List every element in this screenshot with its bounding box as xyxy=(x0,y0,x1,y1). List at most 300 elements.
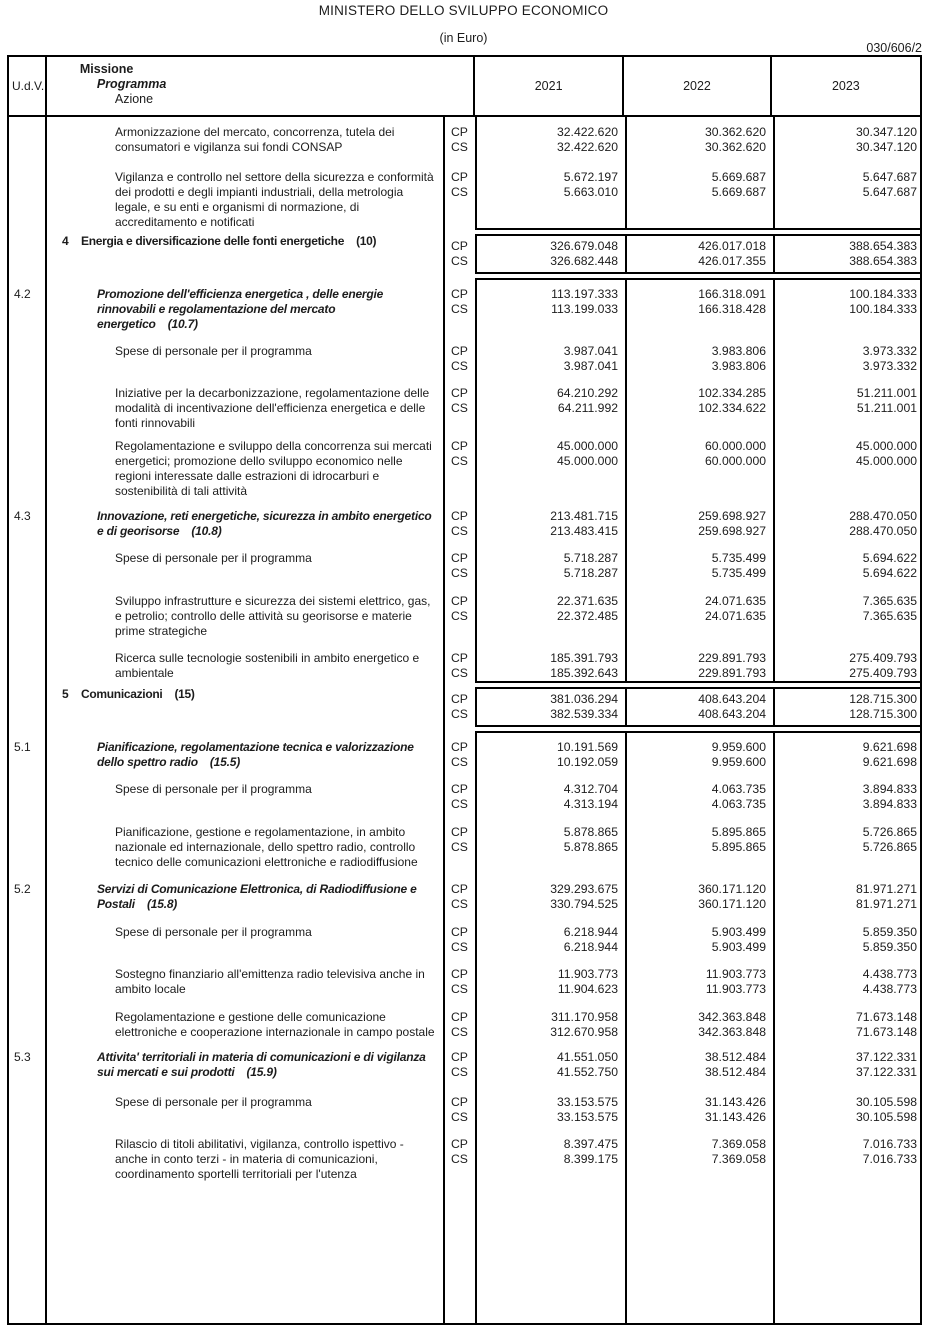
spacer-cell xyxy=(9,332,47,344)
cp-value-2021: 185.391.793 xyxy=(550,651,618,665)
cp-value-2021: 64.210.292 xyxy=(557,386,618,400)
cs-label: CS xyxy=(451,140,468,154)
value-2023-cell xyxy=(775,170,920,230)
description-cell xyxy=(47,1010,445,1040)
spacer-cell xyxy=(47,870,445,882)
cp-value-2023: 388.654.383 xyxy=(849,239,917,253)
cs-value-2023: 275.409.793 xyxy=(849,666,917,680)
udv-value: 4.3 xyxy=(14,509,31,523)
row-code: (10.7) xyxy=(167,317,198,331)
value-2023-cell xyxy=(775,386,920,431)
spacer-row xyxy=(9,1125,920,1137)
value-2023-cell xyxy=(775,1050,920,1080)
value-2022-cell xyxy=(627,740,775,770)
row-label: Regolamentazione e gestione delle comunicazione elettroniche e cooperazione internazionale in campo postale xyxy=(115,1010,435,1039)
spacer-cell xyxy=(9,870,47,882)
value-2023-cell xyxy=(775,740,920,770)
spacer-cell xyxy=(775,155,920,170)
cs-value-2023: 9.621.698 xyxy=(862,755,917,769)
document-code: 030/606/2 xyxy=(866,41,922,55)
value-2021-cell xyxy=(477,551,627,581)
cs-value-2023: 7.365.635 xyxy=(862,609,917,623)
description-cell xyxy=(47,386,445,431)
spacer-cell xyxy=(9,731,47,740)
spacer-cell xyxy=(47,431,445,439)
header-udv: U.d.V. xyxy=(9,57,47,115)
cp-value-2022: 38.512.484 xyxy=(705,1050,766,1064)
spacer-cell xyxy=(9,499,47,509)
table-row xyxy=(9,967,920,997)
cp-value-2023: 5.859.350 xyxy=(862,925,917,939)
value-2021-cell xyxy=(477,1137,627,1182)
cs-value-2022: 166.318.428 xyxy=(698,302,766,316)
cs-value-2023: 3.894.833 xyxy=(862,797,917,811)
cp-value-2022: 166.318.091 xyxy=(698,287,766,301)
spacer-cell xyxy=(775,374,920,386)
cs-value-2021: 4.313.194 xyxy=(563,797,618,811)
cp-cs-cell xyxy=(445,1010,477,1040)
description-cell xyxy=(47,967,445,997)
spacer-cell xyxy=(47,581,445,594)
cp-cs-cell xyxy=(445,1137,477,1182)
udv-cell xyxy=(9,594,47,639)
value-2022-cell xyxy=(627,125,775,155)
value-2022-cell xyxy=(627,967,775,997)
udv-cell xyxy=(9,825,47,870)
table-row xyxy=(9,551,920,581)
cs-value-2021: 22.372.485 xyxy=(557,609,618,623)
spacer-cell xyxy=(47,997,445,1010)
udv-value: 5.2 xyxy=(14,882,31,896)
spacer-cell xyxy=(9,770,47,782)
cp-cs-cell xyxy=(445,344,477,374)
spacer-row xyxy=(9,770,920,782)
cs-value-2022: 31.143.426 xyxy=(705,1110,766,1124)
cs-value-2021: 45.000.000 xyxy=(557,454,618,468)
spacer-cell xyxy=(775,332,920,344)
spacer-cell xyxy=(627,812,775,825)
cs-value-2022: 9.959.600 xyxy=(711,755,766,769)
cp-value-2023: 288.470.050 xyxy=(849,509,917,523)
cp-value-2023: 30.347.120 xyxy=(856,125,917,139)
cs-value-2021: 185.392.643 xyxy=(550,666,618,680)
row-code: (10.8) xyxy=(191,524,222,538)
spacer-row xyxy=(9,870,920,882)
spacer-cell xyxy=(47,770,445,782)
cp-cs-cell xyxy=(445,439,477,499)
cp-value-2021: 5.878.865 xyxy=(563,825,618,839)
value-2021-cell xyxy=(477,170,627,230)
spacer-row xyxy=(9,581,920,594)
cp-value-2022: 408.643.204 xyxy=(698,692,766,706)
cp-label: CP xyxy=(451,386,468,400)
spacer-cell xyxy=(627,731,775,740)
cs-label: CS xyxy=(451,524,468,538)
cs-value-2021: 5.663.010 xyxy=(563,185,618,199)
spacer-cell xyxy=(47,117,445,125)
udv-cell xyxy=(9,344,47,374)
row-label: Spese di personale per il programma xyxy=(115,551,312,565)
cp-cs-cell xyxy=(445,882,477,912)
row-label: Spese di personale per il programma xyxy=(115,782,312,796)
spacer-cell xyxy=(47,812,445,825)
ministry-title: MINISTERO DELLO SVILUPPO ECONOMICO xyxy=(318,3,609,18)
cs-value-2021: 64.211.992 xyxy=(557,401,618,415)
header-description xyxy=(47,57,475,115)
spacer-cell xyxy=(477,639,627,651)
cs-label: CS xyxy=(451,1110,468,1124)
spacer-cell xyxy=(477,812,627,825)
cs-value-2023: 100.184.333 xyxy=(849,302,917,316)
value-2021-cell xyxy=(477,386,627,431)
row-label: Attivita' territoriali in materia di comunicazioni e di vigilanza sui mercati e sui prodotti xyxy=(97,1050,426,1079)
cp-value-2021: 311.170.958 xyxy=(551,1010,618,1024)
value-2021-cell xyxy=(477,344,627,374)
cp-cs-cell xyxy=(445,782,477,812)
spacer-cell xyxy=(627,1080,775,1095)
cs-label: CS xyxy=(451,401,468,415)
cs-label: CS xyxy=(451,454,468,468)
spacer-cell xyxy=(9,912,47,925)
value-2022-cell xyxy=(627,594,775,639)
udv-cell xyxy=(9,386,47,431)
cp-cs-cell xyxy=(445,551,477,581)
row-label: Spese di personale per il programma xyxy=(115,1095,312,1109)
cp-label: CP xyxy=(451,967,468,981)
cs-value-2023: 7.016.733 xyxy=(862,1152,917,1166)
table-body xyxy=(9,117,920,1323)
cs-value-2021: 32.422.620 xyxy=(557,140,618,154)
cp-value-2021: 41.551.050 xyxy=(557,1050,618,1064)
value-2022-cell xyxy=(627,782,775,812)
spacer-cell xyxy=(627,955,775,967)
table-row xyxy=(9,1137,920,1182)
spacer-cell xyxy=(9,1040,47,1050)
description-cell xyxy=(47,170,445,230)
row-code: (15) xyxy=(174,687,195,701)
cp-value-2023: 7.365.635 xyxy=(862,594,917,608)
table-row xyxy=(9,509,920,539)
table-row xyxy=(9,234,920,274)
table-row xyxy=(9,594,920,639)
value-2022-cell xyxy=(627,687,775,727)
value-2021-cell xyxy=(477,782,627,812)
cs-value-2022: 7.369.058 xyxy=(711,1152,766,1166)
spacer-cell xyxy=(627,539,775,551)
table-row xyxy=(9,651,920,683)
spacer-cell xyxy=(477,539,627,551)
cp-value-2021: 326.679.048 xyxy=(550,239,618,253)
cs-value-2021: 326.682.448 xyxy=(550,254,618,268)
cp-cs-cell xyxy=(445,687,477,727)
row-label: Sviluppo infrastrutture e sicurezza dei sistemi elettrico, gas, e petrolio; controllo delle attività su georisorse e materie prime strategiche xyxy=(115,594,431,638)
cs-value-2022: 102.334.622 xyxy=(698,401,766,415)
spacer-row xyxy=(9,997,920,1010)
spacer-row xyxy=(9,117,920,125)
cs-label: CS xyxy=(451,1152,468,1166)
spacer-cell xyxy=(627,997,775,1010)
cp-value-2021: 8.397.475 xyxy=(563,1137,618,1151)
value-2023-cell xyxy=(775,782,920,812)
cp-value-2021: 10.191.569 xyxy=(557,740,618,754)
spacer-row xyxy=(9,499,920,509)
row-label: Innovazione, reti energetiche, sicurezza in ambito energetico e di georisorse xyxy=(97,509,432,538)
cs-label: CS xyxy=(451,609,468,623)
cp-label: CP xyxy=(451,882,468,896)
row-code: (15.5) xyxy=(209,755,241,769)
table-row xyxy=(9,125,920,155)
udv-cell xyxy=(9,925,47,955)
udv-cell xyxy=(9,1050,47,1080)
udv-cell xyxy=(9,170,47,230)
spacer-row xyxy=(9,1040,920,1050)
value-2023-cell xyxy=(775,551,920,581)
cp-value-2021: 381.036.294 xyxy=(550,692,618,706)
cs-value-2021: 213.483.415 xyxy=(550,524,618,538)
value-2023-cell xyxy=(775,687,920,727)
cp-value-2021: 45.000.000 xyxy=(557,439,618,453)
cs-value-2023: 5.859.350 xyxy=(862,940,917,954)
spacer-cell xyxy=(477,1040,627,1050)
cp-cs-cell xyxy=(445,287,477,332)
spacer-cell xyxy=(775,955,920,967)
value-2022-cell xyxy=(627,287,775,332)
spacer-cell xyxy=(627,155,775,170)
spacer-cell xyxy=(9,117,47,125)
cs-label: CS xyxy=(451,707,468,721)
cp-label: CP xyxy=(451,594,468,608)
spacer-cell xyxy=(47,374,445,386)
value-2021-cell xyxy=(477,439,627,499)
table-row xyxy=(9,825,920,870)
value-2022-cell xyxy=(627,1010,775,1040)
spacer-row xyxy=(9,155,920,170)
value-2021-cell xyxy=(477,594,627,639)
cp-value-2023: 81.971.271 xyxy=(856,882,917,896)
cp-value-2022: 342.363.848 xyxy=(698,1010,766,1024)
spacer-cell xyxy=(627,499,775,509)
cs-value-2022: 5.669.687 xyxy=(711,185,766,199)
spacer-cell xyxy=(445,812,477,825)
cp-value-2021: 4.312.704 xyxy=(563,782,618,796)
cs-value-2021: 5.718.287 xyxy=(563,566,618,580)
value-2023-cell xyxy=(775,125,920,155)
header-year-2023: 2023 xyxy=(831,79,860,93)
cp-label: CP xyxy=(451,925,468,939)
cp-label: CP xyxy=(451,1010,468,1024)
description-cell xyxy=(47,825,445,870)
description-cell xyxy=(47,740,445,770)
cp-value-2021: 3.987.041 xyxy=(563,344,618,358)
spacer-cell xyxy=(627,374,775,386)
description-cell xyxy=(47,782,445,812)
spacer-cell xyxy=(775,1040,920,1050)
spacer-cell xyxy=(627,1125,775,1137)
spacer-cell xyxy=(627,912,775,925)
spacer-cell xyxy=(775,117,920,125)
udv-cell xyxy=(9,1010,47,1040)
cp-cs-cell xyxy=(445,170,477,230)
spacer-cell xyxy=(477,731,627,740)
cp-label: CP xyxy=(451,651,468,665)
spacer-cell xyxy=(9,639,47,651)
cp-value-2022: 5.669.687 xyxy=(711,170,766,184)
cp-value-2021: 213.481.715 xyxy=(550,509,618,523)
cp-cs-cell xyxy=(445,1050,477,1080)
spacer-cell xyxy=(445,431,477,439)
spacer-cell xyxy=(477,1125,627,1137)
cp-label: CP xyxy=(451,287,468,301)
cs-label: CS xyxy=(451,1065,468,1079)
cp-value-2022: 360.171.120 xyxy=(698,882,766,896)
description-cell xyxy=(47,651,445,683)
spacer-cell xyxy=(477,912,627,925)
description-cell xyxy=(47,125,445,155)
spacer-cell xyxy=(775,278,920,287)
cp-value-2022: 426.017.018 xyxy=(698,239,766,253)
spacer-cell xyxy=(9,1080,47,1095)
cp-value-2023: 275.409.793 xyxy=(849,651,917,665)
description-cell xyxy=(47,687,445,727)
spacer-cell xyxy=(627,770,775,782)
cs-value-2021: 3.987.041 xyxy=(563,359,618,373)
udv-cell xyxy=(9,125,47,155)
value-2023-cell xyxy=(775,509,920,539)
table-row xyxy=(9,882,920,912)
cp-cs-cell xyxy=(445,386,477,431)
cp-value-2022: 5.895.865 xyxy=(711,825,766,839)
spacer-cell xyxy=(445,870,477,882)
spacer-cell xyxy=(445,731,477,740)
cs-value-2022: 360.171.120 xyxy=(698,897,766,911)
table-row xyxy=(9,740,920,770)
description-cell xyxy=(47,439,445,499)
udv-value: 4.2 xyxy=(14,287,31,301)
udv-cell xyxy=(9,651,47,683)
cp-value-2022: 60.000.000 xyxy=(705,439,766,453)
spacer-cell xyxy=(47,278,445,287)
spacer-row xyxy=(9,639,920,651)
cs-value-2021: 312.670.958 xyxy=(550,1025,618,1039)
cs-value-2022: 4.063.735 xyxy=(711,797,766,811)
cs-value-2023: 37.122.331 xyxy=(856,1065,917,1079)
cp-value-2023: 9.621.698 xyxy=(862,740,917,754)
value-2021-cell xyxy=(477,1010,627,1040)
cp-value-2023: 37.122.331 xyxy=(856,1050,917,1064)
cs-value-2021: 10.192.059 xyxy=(557,755,618,769)
spacer-cell xyxy=(9,374,47,386)
cp-value-2023: 5.647.687 xyxy=(862,170,917,184)
cs-value-2021: 8.399.175 xyxy=(563,1152,618,1166)
description-cell xyxy=(47,509,445,539)
cp-value-2021: 22.371.635 xyxy=(557,594,618,608)
value-2021-cell xyxy=(477,1095,627,1125)
spacer-cell xyxy=(445,1080,477,1095)
row-label: Servizi di Comunicazione Elettronica, di Radiodiffusione e Postali xyxy=(97,882,417,911)
cs-value-2021: 113.199.033 xyxy=(551,302,618,316)
cp-value-2022: 31.143.426 xyxy=(705,1095,766,1109)
udv-cell xyxy=(9,740,47,770)
spacer-cell xyxy=(47,639,445,651)
cp-label: CP xyxy=(451,1050,468,1064)
value-2021-cell xyxy=(477,651,627,683)
value-2023-cell xyxy=(775,967,920,997)
spacer-cell xyxy=(477,870,627,882)
header-year-2022: 2022 xyxy=(624,57,771,115)
spacer-cell xyxy=(445,155,477,170)
table-row xyxy=(9,287,920,332)
spacer-cell xyxy=(445,539,477,551)
cp-value-2022: 5.903.499 xyxy=(711,925,766,939)
row-label: Promozione dell'efficienza energetica , delle energie rinnovabili e regolamentazione del mercato energetico xyxy=(97,287,384,331)
cs-label: CS xyxy=(451,797,468,811)
header-year-2021: 2021 xyxy=(475,57,624,115)
cs-label: CS xyxy=(451,254,468,268)
value-2022-cell xyxy=(627,344,775,374)
cs-value-2022: 38.512.484 xyxy=(705,1065,766,1079)
value-2021-cell xyxy=(477,687,627,727)
value-2021-cell xyxy=(477,509,627,539)
cp-value-2023: 3.894.833 xyxy=(862,782,917,796)
spacer-cell xyxy=(445,1040,477,1050)
udv-value: 5.1 xyxy=(14,740,31,754)
cp-cs-cell xyxy=(445,125,477,155)
table-row xyxy=(9,386,920,431)
spacer-cell xyxy=(775,539,920,551)
spacer-cell xyxy=(445,997,477,1010)
cs-value-2021: 41.552.750 xyxy=(557,1065,618,1079)
cp-value-2022: 24.071.635 xyxy=(705,594,766,608)
spacer-cell xyxy=(445,117,477,125)
spacer-cell xyxy=(445,912,477,925)
cs-value-2023: 30.347.120 xyxy=(856,140,917,154)
spacer-cell xyxy=(627,117,775,125)
cp-cs-cell xyxy=(445,925,477,955)
table-row xyxy=(9,170,920,230)
cs-value-2021: 33.153.575 xyxy=(557,1110,618,1124)
cp-value-2021: 329.293.675 xyxy=(550,882,618,896)
cp-label: CP xyxy=(451,170,468,184)
value-2022-cell xyxy=(627,170,775,230)
value-2023-cell xyxy=(775,882,920,912)
value-2021-cell xyxy=(477,234,627,274)
row-label: Energia e diversificazione delle fonti energetiche xyxy=(81,234,345,248)
cs-value-2022: 60.000.000 xyxy=(705,454,766,468)
value-2023-cell xyxy=(775,825,920,870)
header-programma: Programma xyxy=(96,77,167,91)
spacer-row xyxy=(9,374,920,386)
spacer-cell xyxy=(627,581,775,594)
cp-label: CP xyxy=(451,551,468,565)
spacer-cell xyxy=(477,155,627,170)
cs-value-2021: 6.218.944 xyxy=(563,940,618,954)
table-header-row xyxy=(9,57,920,117)
value-2021-cell xyxy=(477,925,627,955)
table-row xyxy=(9,687,920,727)
cs-value-2022: 24.071.635 xyxy=(705,609,766,623)
spacer-cell xyxy=(445,332,477,344)
udv-cell xyxy=(9,1137,47,1182)
spacer-cell xyxy=(627,278,775,287)
row-code: (10) xyxy=(356,234,377,248)
description-cell xyxy=(47,344,445,374)
value-2023-cell xyxy=(775,287,920,332)
cs-label: CS xyxy=(451,940,468,954)
cp-cs-cell xyxy=(445,651,477,683)
cs-label: CS xyxy=(451,566,468,580)
udv-cell xyxy=(9,551,47,581)
row-label: Spese di personale per il programma xyxy=(115,925,312,939)
